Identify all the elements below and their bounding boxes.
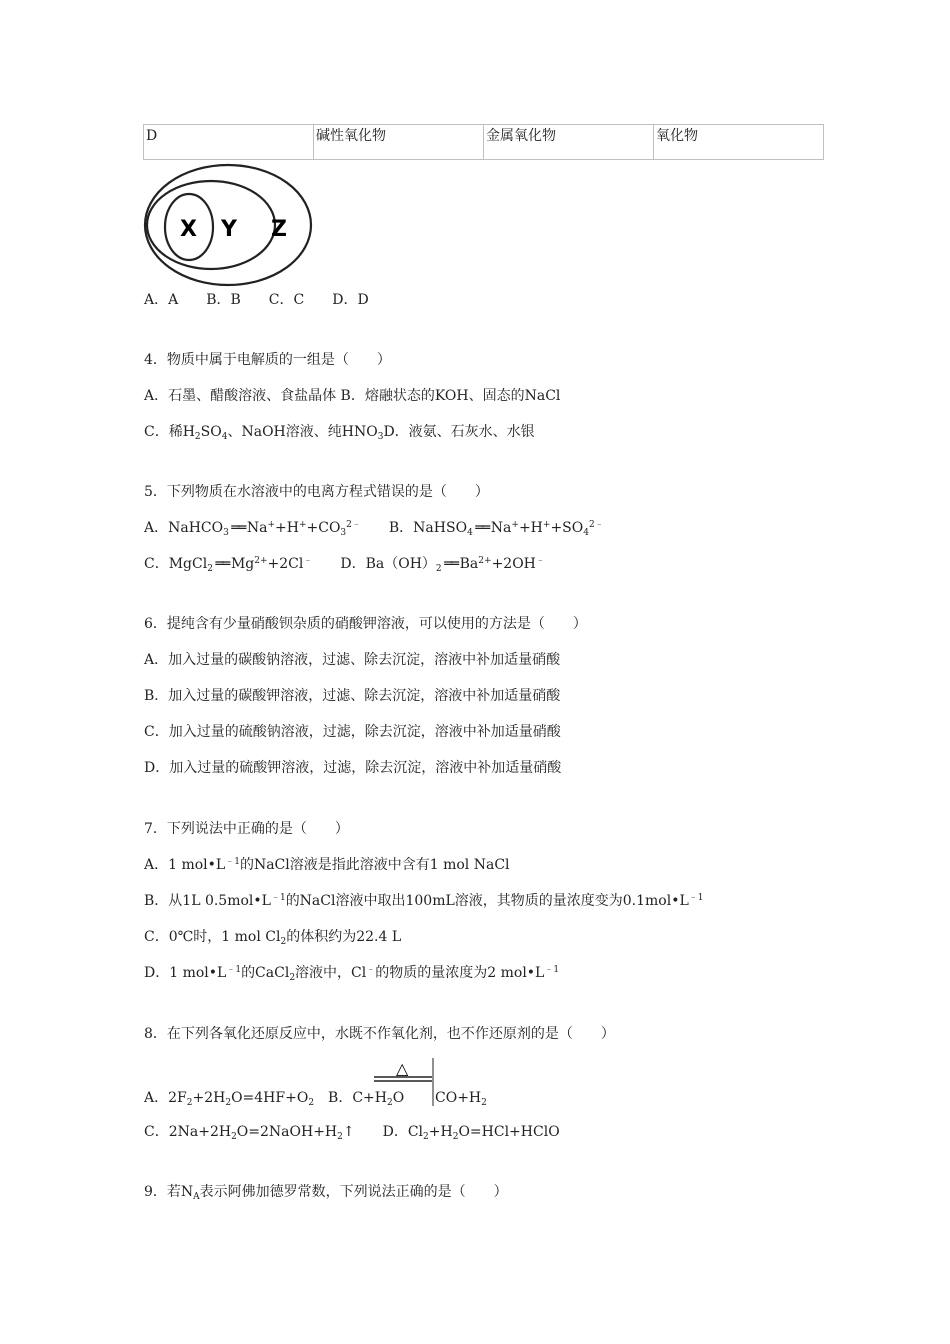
venn-diagram bbox=[143, 163, 313, 288]
svg-text:△: △ bbox=[396, 1059, 409, 1078]
venn-label-y: Y bbox=[221, 217, 237, 242]
q7-option-d: D．1 $mol•L^{﹣1}$的CaCl$_2$溶液中，Cl﹣的物质的量浓度为2 $mol•L^{﹣1}$ bbox=[144, 965, 560, 983]
q6-option-d: D．加入过量的硫酸钾溶液，过滤，除去沉淀，溶液中补加适量硝酸 bbox=[144, 760, 562, 776]
q5-stem: 5．下列物质在水溶液中的电离方程式错误的是（ ） bbox=[144, 484, 489, 500]
table-cell: D bbox=[144, 125, 314, 160]
q7-stem: 7．下列说法中正确的是（ ） bbox=[144, 821, 349, 837]
table-cell: 金属氧化物 bbox=[484, 125, 654, 160]
q8-stem: 8．在下列各氧化还原反应中，水既不作氧化剂，也不作还原剂的是（ ） bbox=[144, 1026, 615, 1042]
q4-options-cd: C．稀$H_2SO_4$、NaOH溶液、纯$HNO_3D$．液氨、石灰水、水银 bbox=[144, 424, 535, 442]
q6-option-a: A．加入过量的碳酸钠溶液，过滤、除去沉淀，溶液中补加适量硝酸 bbox=[144, 652, 561, 668]
q3-options: A．A B．B C．C D．D bbox=[144, 292, 369, 308]
q6-stem: 6．提纯含有少量硝酸钡杂质的硝酸钾溶液，可以使用的方法是（ ） bbox=[144, 616, 587, 632]
q5-options-ab: A．NaHCO$_3$ ══ $Na^++H^++CO_3^{2﹣}$ B．NaHSO$_4$ ══ $Na^++H^++SO_4^{2﹣}$ bbox=[144, 520, 604, 538]
q7-option-b: B．从1L $0.5mol•L^{﹣1}$的NaCl溶液中取出100mL溶液，其物质的量浓度变为$0.1mol•L^{﹣1}$ bbox=[144, 893, 704, 909]
table-cell: 碱性氧化物 bbox=[314, 125, 484, 160]
q4-options-ab: A．石墨、醋酸溶液、食盐晶体 B．熔融状态的KOH、固态的NaCl bbox=[144, 388, 561, 404]
venn-label-x: X bbox=[180, 217, 197, 242]
q7-option-c: C．0℃时，1 mol $Cl_2$的体积约为22.4 L bbox=[144, 929, 402, 947]
q6-option-b: B．加入过量的碳酸钾溶液，过滤、除去沉淀，溶液中补加适量硝酸 bbox=[144, 688, 561, 704]
q4-stem: 4．物质中属于电解质的一组是（ ） bbox=[144, 352, 391, 368]
classification-table-row bbox=[143, 124, 824, 160]
table-cell: 氧化物 bbox=[654, 125, 824, 160]
q9-stem: 9．若$N_A$表示阿佛加德罗常数，下列说法正确的是（ ） bbox=[144, 1184, 508, 1202]
q5-options-cd: C．MgCl$_2$ ══ $Mg^{2+}+2Cl^﹣$ D．$Ba(OH)_2$ ══ $Ba^{2+}+2OH^﹣$ bbox=[144, 556, 545, 574]
q8-options-cd: C．$2Na+2H_2O=2NaOH+H_2↑$ D．$Cl_2+H_2O=HCl+HClO$ bbox=[144, 1124, 560, 1142]
q8-options-ab: A．$2F_2+2H_2O=4HF+O_2$ B．$C+H_2O$ bbox=[144, 1090, 405, 1108]
q7-option-a: A．1 $mol•L^{﹣1}$的NaCl溶液是指此溶液中含有1 mol NaCl bbox=[144, 857, 510, 873]
q8-option-b-product: $CO+H_2$ bbox=[435, 1090, 487, 1108]
table-row bbox=[144, 125, 824, 160]
venn-label-z: Z bbox=[271, 217, 287, 242]
q6-option-c: C．加入过量的硫酸钠溶液，过滤，除去沉淀，溶液中补加适量硝酸 bbox=[144, 724, 561, 740]
